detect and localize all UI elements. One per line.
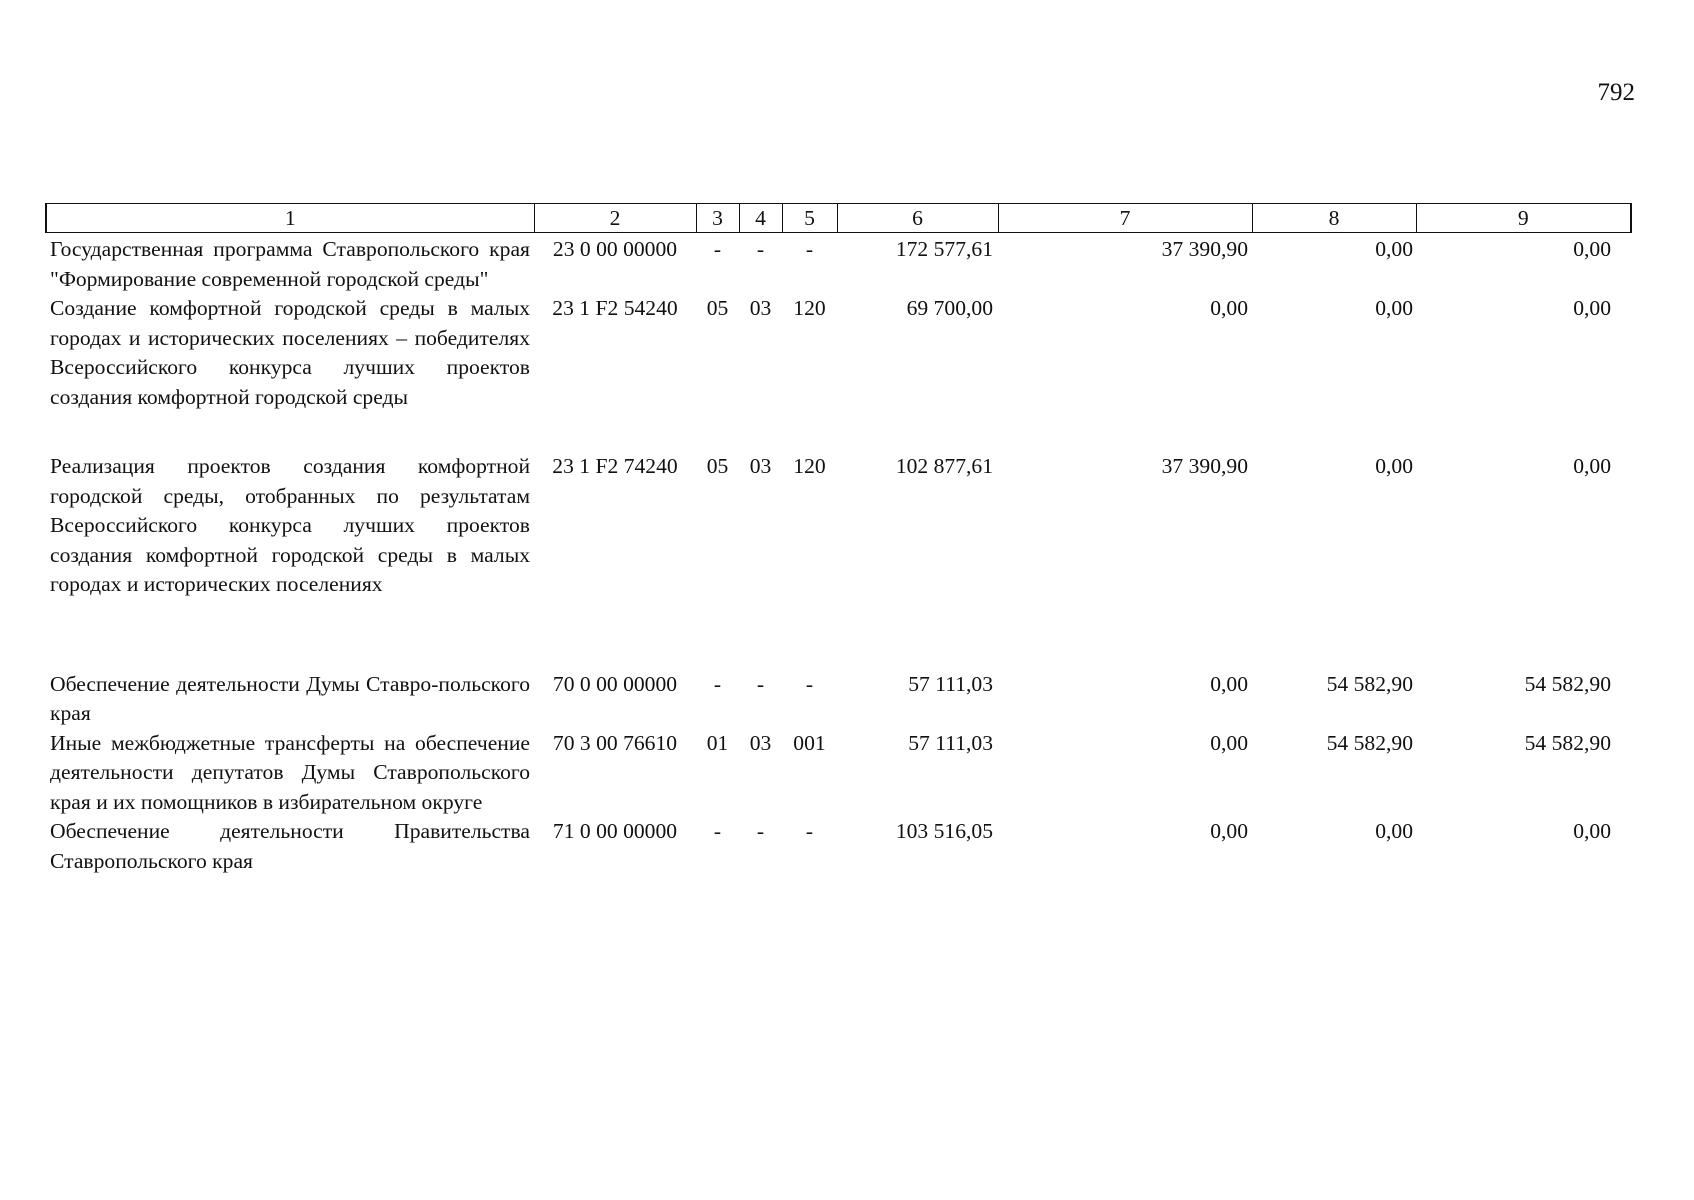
row-value-9: 0,00 bbox=[1573, 454, 1611, 478]
row-col-4: 03 bbox=[749, 454, 772, 478]
row-value-7: 0,00 bbox=[1210, 296, 1248, 320]
row-name: Государственная программа Ставропольского края "Формирование современной городской среды" bbox=[50, 237, 530, 291]
header-col-7: 7 bbox=[998, 204, 1252, 233]
row-value-7: 37 390,90 bbox=[1161, 454, 1248, 478]
row-col-4: 03 bbox=[749, 296, 772, 320]
table-row bbox=[46, 729, 1631, 818]
row-value-6: 103 516,05 bbox=[895, 819, 993, 843]
row-col-3: 05 bbox=[706, 454, 729, 478]
row-col-3: - bbox=[713, 237, 722, 261]
row-col-5: 120 bbox=[793, 454, 826, 478]
header-col-5: 5 bbox=[782, 204, 837, 233]
header-col-6: 6 bbox=[837, 204, 998, 233]
row-value-6: 102 877,61 bbox=[895, 454, 993, 478]
row-code: 23 0 00 00000 bbox=[552, 237, 678, 261]
header-row bbox=[46, 204, 1631, 233]
row-col-3: 05 bbox=[706, 296, 729, 320]
row-value-6: 172 577,61 bbox=[895, 237, 993, 261]
row-value-8: 54 582,90 bbox=[1326, 671, 1413, 696]
row-col-5: 001 bbox=[793, 730, 826, 755]
row-value-8: 54 582,90 bbox=[1326, 730, 1413, 755]
row-value-6: 57 111,03 bbox=[908, 671, 993, 696]
row-col-5: - bbox=[805, 819, 814, 843]
row-value-6: 69 700,00 bbox=[906, 296, 993, 320]
row-col-3: - bbox=[713, 671, 722, 696]
table-row bbox=[46, 452, 1631, 670]
row-value-8: 0,00 bbox=[1375, 454, 1413, 478]
row-code: 71 0 00 00000 bbox=[552, 819, 678, 843]
row-value-9: 0,00 bbox=[1573, 296, 1611, 320]
row-value-6: 57 111,03 bbox=[908, 730, 993, 755]
row-value-9: 54 582,90 bbox=[1524, 671, 1611, 696]
row-col-5: - bbox=[805, 237, 814, 261]
budget-table bbox=[45, 203, 1632, 876]
row-code: 23 1 F2 54240 bbox=[552, 296, 678, 320]
row-name: Обеспечение деятельности Правительства Ставропольского края bbox=[50, 819, 530, 873]
row-col-4: - bbox=[756, 237, 765, 261]
row-col-5: 120 bbox=[793, 296, 826, 320]
row-value-9: 0,00 bbox=[1573, 819, 1611, 843]
header-col-1: 1 bbox=[46, 204, 534, 233]
row-value-7: 0,00 bbox=[1210, 671, 1248, 696]
row-value-8: 0,00 bbox=[1375, 296, 1413, 320]
page-number: 792 bbox=[1597, 79, 1635, 106]
row-col-3: 01 bbox=[706, 730, 729, 755]
row-col-4: - bbox=[756, 819, 765, 843]
header-col-2: 2 bbox=[534, 204, 696, 233]
table-row bbox=[46, 233, 1631, 295]
table-body bbox=[46, 233, 1631, 877]
row-code: 70 3 00 76610 bbox=[552, 730, 678, 755]
table-row bbox=[46, 817, 1631, 876]
row-code: 70 0 00 00000 bbox=[552, 671, 678, 696]
row-name: Обеспечение деятельности Думы Ставро-польского края bbox=[50, 671, 530, 725]
row-value-9: 54 582,90 bbox=[1524, 730, 1611, 755]
table-header bbox=[46, 204, 1631, 233]
row-col-3: - bbox=[713, 819, 722, 843]
row-value-7: 0,00 bbox=[1210, 819, 1248, 843]
header-col-8: 8 bbox=[1252, 204, 1416, 233]
row-name: Иные межбюджетные трансферты на обеспечение деятельности депутатов Думы Ставропольского края и их помощников в избирательном округе bbox=[50, 730, 530, 814]
row-value-9: 0,00 bbox=[1573, 237, 1611, 261]
row-name: Реализация проектов создания комфортной городской среды, отобранных по результатам Всероссийского конкурса лучших проектов создания комфортной городской среды в малых городах и исторических поселениях bbox=[50, 454, 530, 596]
row-value-8: 0,00 bbox=[1375, 819, 1413, 843]
row-value-7: 0,00 bbox=[1210, 730, 1248, 755]
table-row bbox=[46, 670, 1631, 729]
row-name: Создание комфортной городской среды в малых городах и исторических поселениях – победителях Всероссийского конкурса лучших проектов создания комфортной городской среды bbox=[50, 296, 530, 409]
row-code: 23 1 F2 74240 bbox=[552, 454, 678, 478]
header-col-4: 4 bbox=[739, 204, 782, 233]
row-col-4: 03 bbox=[749, 730, 772, 755]
header-col-9: 9 bbox=[1416, 204, 1631, 233]
table-row bbox=[46, 294, 1631, 452]
row-value-8: 0,00 bbox=[1375, 237, 1413, 261]
row-col-4: - bbox=[756, 671, 765, 696]
row-value-7: 37 390,90 bbox=[1161, 237, 1248, 261]
header-col-3: 3 bbox=[696, 204, 739, 233]
row-col-5: - bbox=[805, 671, 814, 696]
